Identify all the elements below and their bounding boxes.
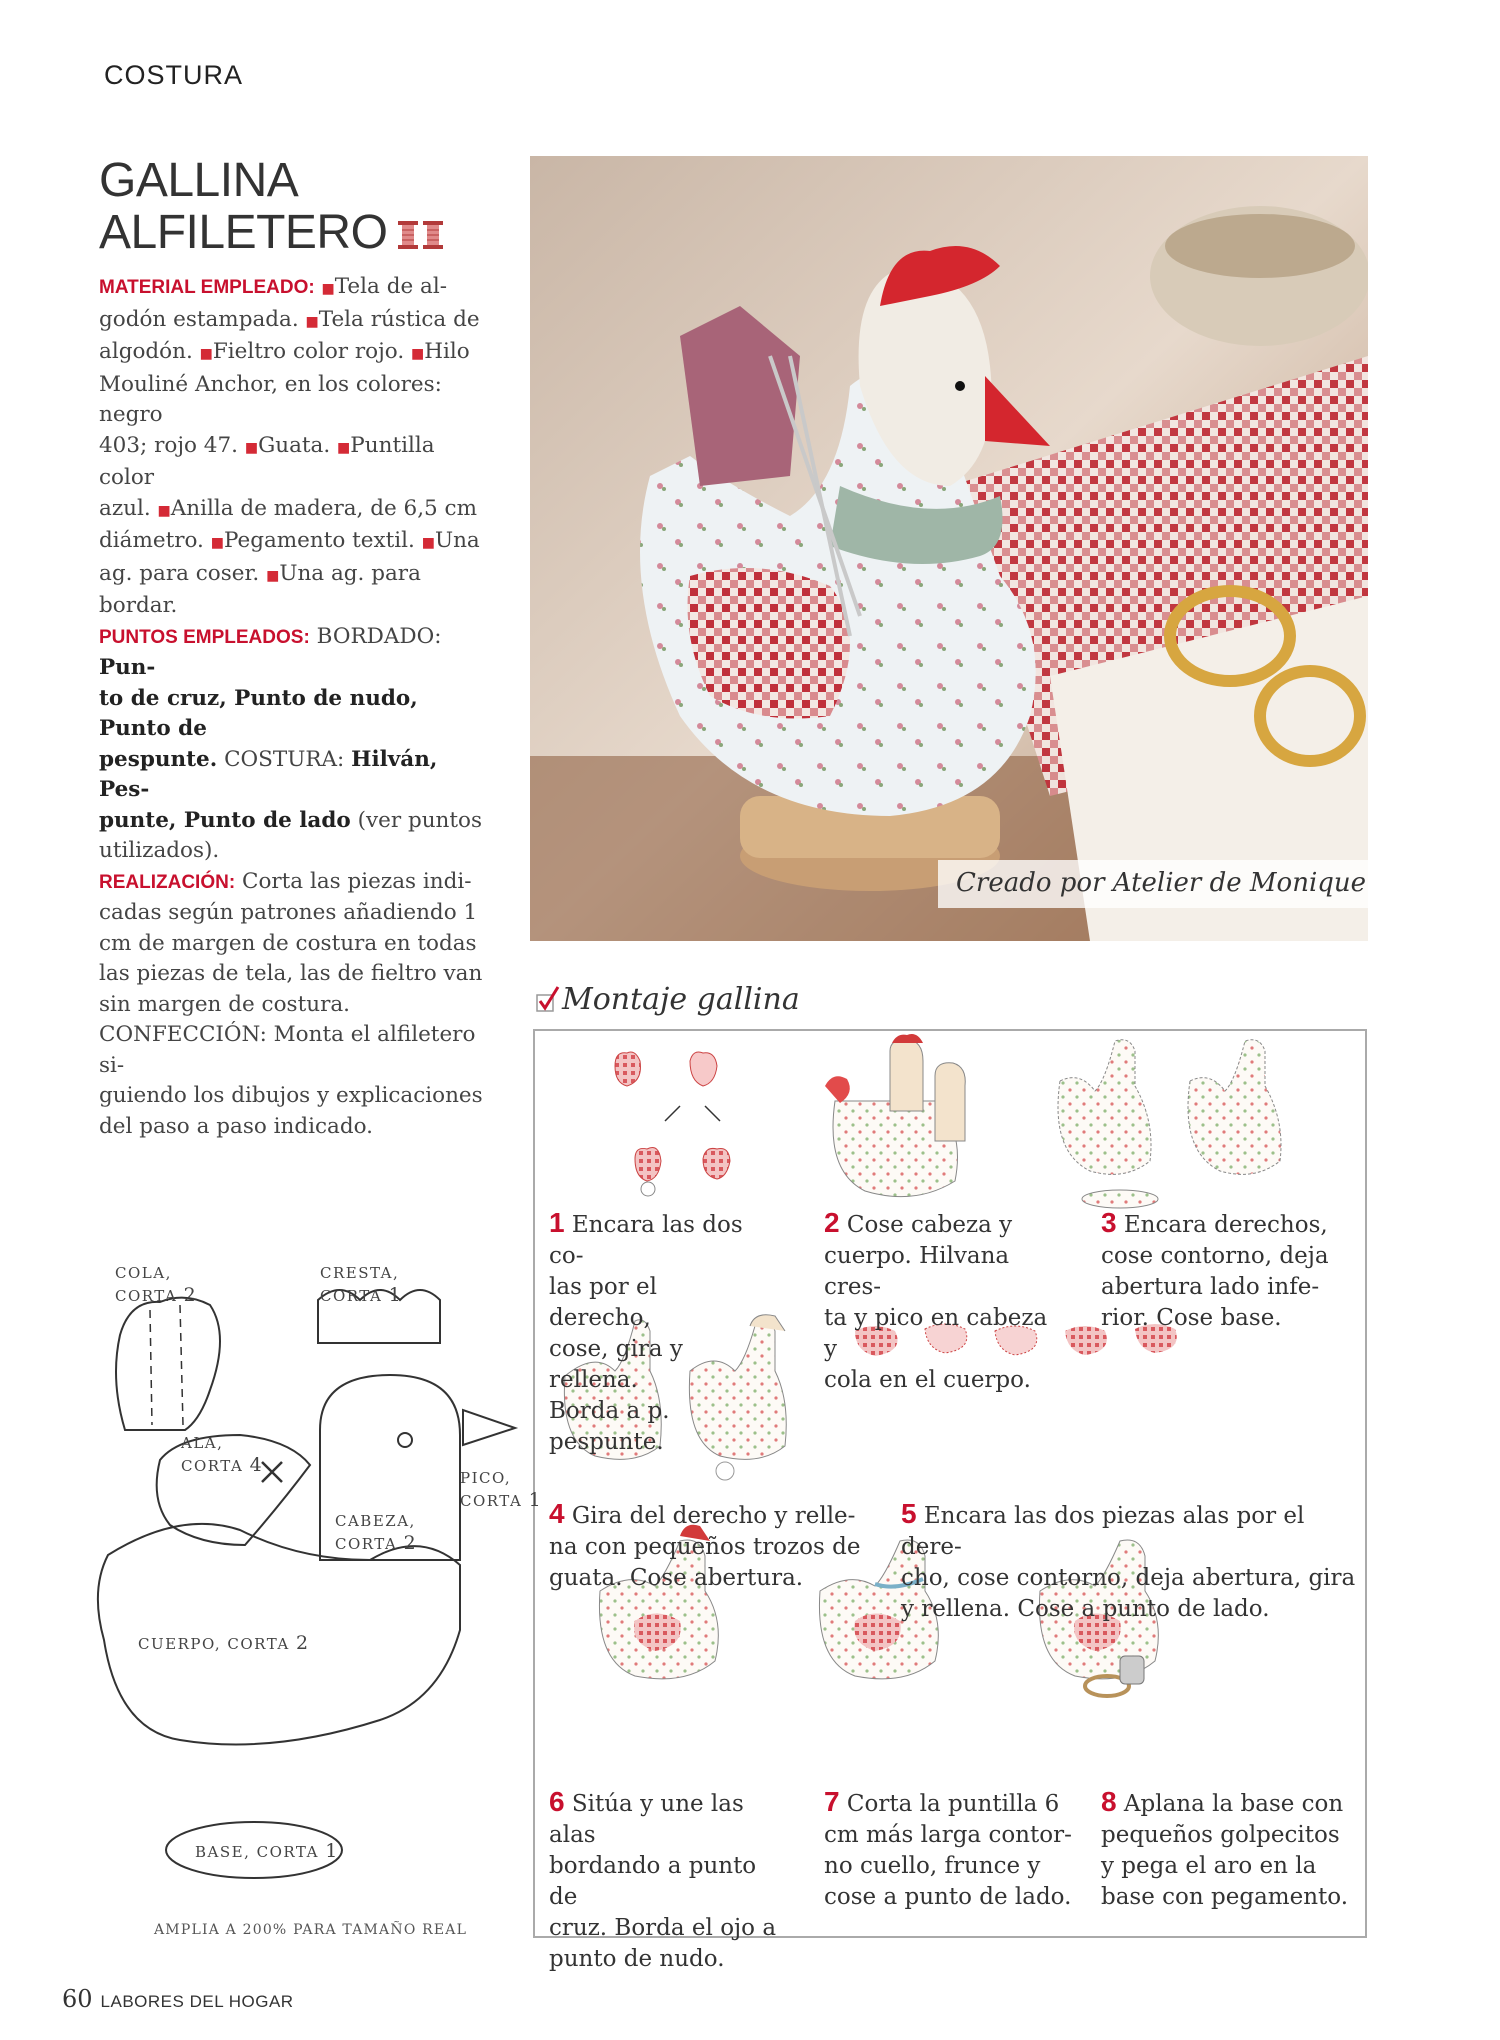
step-2-illustration — [825, 1034, 965, 1197]
montaje-title — [534, 982, 800, 1017]
pattern-label-base: BASE, CORTA 1 — [195, 1840, 339, 1862]
material-item: diámetro. — [99, 528, 204, 553]
step-8 — [1101, 1786, 1351, 1913]
step-text: abertura lado infe- — [1101, 1274, 1320, 1300]
step-text: las por el derecho, — [549, 1274, 658, 1331]
puntos-text: Pun- — [99, 655, 156, 680]
pattern-label-cabeza: CABEZA, CORTA 2 — [335, 1512, 418, 1554]
step-text: cose contorno, deja — [1101, 1243, 1329, 1269]
pattern-label-cuerpo: CUERPO, CORTA 2 — [138, 1632, 310, 1654]
section-label: COSTURA — [104, 60, 244, 90]
step-text: y rellena. Cose a punto de lado. — [901, 1596, 1270, 1622]
material-item: Fieltro color rojo. — [212, 339, 405, 364]
pattern-label-ala: ALA, CORTA 4 — [181, 1434, 264, 1476]
step-text: Encara derechos, — [1123, 1212, 1328, 1238]
step-text: Encara las dos piezas alas por el dere- — [901, 1503, 1305, 1560]
step-1 — [549, 1207, 749, 1458]
step-number: 4 — [549, 1498, 565, 1529]
page-footer — [62, 1985, 294, 2013]
step-text: Aplana la base con — [1123, 1791, 1344, 1817]
material-item: ag. para coser. — [99, 560, 260, 586]
step-text: Gira del derecho y relle- — [571, 1503, 856, 1529]
puntos-text: utilizados). — [99, 838, 220, 863]
puntos-text: BORDADO: — [316, 623, 442, 649]
step-2 — [824, 1207, 1064, 1396]
step-6 — [549, 1786, 789, 1975]
material-item: algodón. — [99, 339, 193, 364]
step-text: rior. Cose base. — [1101, 1305, 1282, 1331]
step-number: 5 — [901, 1498, 917, 1529]
step-text: guata. Cose abertura. — [549, 1565, 804, 1591]
title-line-2: ALFILETERO — [99, 206, 388, 259]
puntos-text: COSTURA: — [224, 746, 345, 772]
photo-credit: Creado por Atelier de Monique — [938, 860, 1380, 908]
material-item: Mouliné Anchor, en los colores: negro — [99, 371, 442, 427]
realizacion-text: las piezas de tela, las de fieltro van — [99, 961, 483, 986]
step-text: cm más larga contor- — [824, 1822, 1072, 1848]
step-number: 2 — [824, 1207, 840, 1238]
step-number: 8 — [1101, 1786, 1117, 1817]
step-text: cho, cose contorno, deja abertura, gira — [901, 1565, 1356, 1591]
step-text: bordando a punto de — [549, 1853, 757, 1910]
step-text: base con pegamento. — [1101, 1884, 1349, 1910]
material-item: Guata. — [258, 432, 331, 458]
step-text: cruz. Borda el ojo a — [549, 1915, 777, 1941]
step-text: y pega el aro en la — [1101, 1853, 1317, 1879]
material-item: godón estampada. — [99, 306, 299, 332]
instructions-text: MATERIAL EMPLEADO: ■Tela de al- godón estampada. ■Tela rústica de algodón. ■Fieltro color rojo. ■Hilo Mouliné Anchor, en los colores: negro 403; rojo 47. ■Guata. ■Puntilla color azul. ■Anilla de madera, de 6,5 cm diámetro. ■Pegamento textil. ■Una ag. para coser. ■Una ag. para bordar. PUNTOS EMPLEADOS: BORDADO: Pun- to de cruz, Punto de nudo, Punto de pespunte. COSTURA: Hilván, Pes- punte, Punto de lado (ver puntos utilizados). REALIZACIÓN: Corta las piezas indi- cadas según patrones añadiendo 1 cm de margen de costura en todas las piezas de tela, las de fieltro van sin margen de costura. CONFECCIÓN: Monta el alfiletero si- guiendo los dibujos y explicaciones del paso a paso indicado. — [99, 272, 495, 1142]
material-item: Una ag. para bordar. — [99, 560, 421, 618]
pattern-pieces — [0, 1260, 530, 1920]
material-item: Pegamento textil. — [223, 528, 415, 553]
step-number: 7 — [824, 1786, 840, 1817]
title-line-1: GALLINA — [99, 154, 299, 207]
step-3-illustration — [1058, 1040, 1281, 1208]
step-text: Cose cabeza y — [846, 1212, 1013, 1238]
step-text: pequeños golpecitos — [1101, 1822, 1340, 1848]
step-text: Sitúa y une las alas — [549, 1791, 744, 1848]
puntos-label: PUNTOS EMPLEADOS: — [99, 626, 310, 648]
step-number: 6 — [549, 1786, 565, 1817]
step-text: na con pequeños trozos de — [549, 1534, 861, 1560]
material-item: Anilla de madera, de 6,5 cm — [170, 495, 477, 521]
step-text: cose, gira y rellena. — [549, 1336, 683, 1393]
puntos-text: pespunte. — [99, 746, 218, 772]
realizacion-text: Corta las piezas indi- — [242, 868, 472, 894]
step-7 — [824, 1786, 1074, 1913]
realizacion-label: REALIZACIÓN: — [99, 871, 236, 893]
step-1-illustration — [615, 1052, 730, 1196]
step-3 — [1101, 1207, 1351, 1334]
step-text: Encara las dos co- — [549, 1212, 743, 1269]
step-text: cuerpo. Hilvana cres- — [824, 1243, 1010, 1300]
material-item: azul. — [99, 495, 151, 521]
step-text: punto de nudo. — [549, 1946, 725, 1972]
puntos-text: punte, Punto de lado — [99, 807, 351, 833]
checkmark-icon — [534, 985, 562, 1013]
material-item: Puntilla color — [99, 432, 435, 490]
step-5 — [901, 1498, 1361, 1625]
material-item: Hilo — [424, 339, 470, 364]
enlarge-note: AMPLIA A 200% PARA TAMAÑO REAL — [154, 1922, 468, 1938]
thread-spools-icon — [395, 218, 447, 252]
hen-pincushion-photo — [530, 156, 1368, 941]
confeccion-text: guiendo los dibujos y explicaciones — [99, 1083, 483, 1108]
photo-illustration — [530, 156, 1368, 941]
cola-piece — [116, 1298, 220, 1430]
page-number: 60 — [62, 1985, 93, 2013]
step-text: cola en el cuerpo. — [824, 1367, 1031, 1393]
material-item: Una — [434, 528, 480, 553]
step-text: no cuello, frunce y — [824, 1853, 1041, 1879]
steps-panel — [533, 1029, 1367, 1972]
pattern-label-cresta: CRESTA, CORTA 1 — [320, 1264, 403, 1306]
realizacion-text: cm de margen de costura en todas — [99, 930, 477, 956]
step-text: cose a punto de lado. — [824, 1884, 1072, 1910]
magazine-name: LABORES DEL HOGAR — [100, 1992, 294, 2011]
material-label: MATERIAL EMPLEADO: — [99, 277, 315, 298]
confeccion-text: del paso a paso indicado. — [99, 1113, 374, 1139]
step-number: 1 — [549, 1207, 565, 1238]
material-item: 403; rojo 47. — [99, 432, 238, 458]
puntos-text: (ver puntos — [357, 807, 483, 833]
material-item: Tela de al- — [334, 274, 447, 299]
puntos-text: to de cruz, Punto de nudo, Punto de — [99, 685, 418, 741]
step-4 — [549, 1498, 869, 1594]
pattern-label-cola: COLA, CORTA 2 — [115, 1264, 198, 1306]
confeccion-text: CONFECCIÓN: Monta el alfiletero si- — [99, 1022, 476, 1078]
step-number: 3 — [1101, 1207, 1117, 1238]
pattern-label-pico: PICO, CORTA 1 — [460, 1469, 543, 1511]
realizacion-text: cadas según patrones añadiendo 1 — [99, 900, 478, 925]
pico-piece — [463, 1410, 515, 1445]
realizacion-text: sin margen de costura. — [99, 991, 350, 1017]
step-text: ta y pico en cabeza y — [824, 1305, 1048, 1362]
step-text: Borda a p. pespunte. — [549, 1398, 670, 1455]
page-title — [99, 155, 447, 259]
step-text: Corta la puntilla 6 — [846, 1791, 1060, 1817]
material-item: Tela rústica de — [318, 306, 480, 332]
montaje-title-text: Montaje gallina — [562, 982, 800, 1017]
puntos-text: Hilván, Pes- — [99, 746, 438, 802]
